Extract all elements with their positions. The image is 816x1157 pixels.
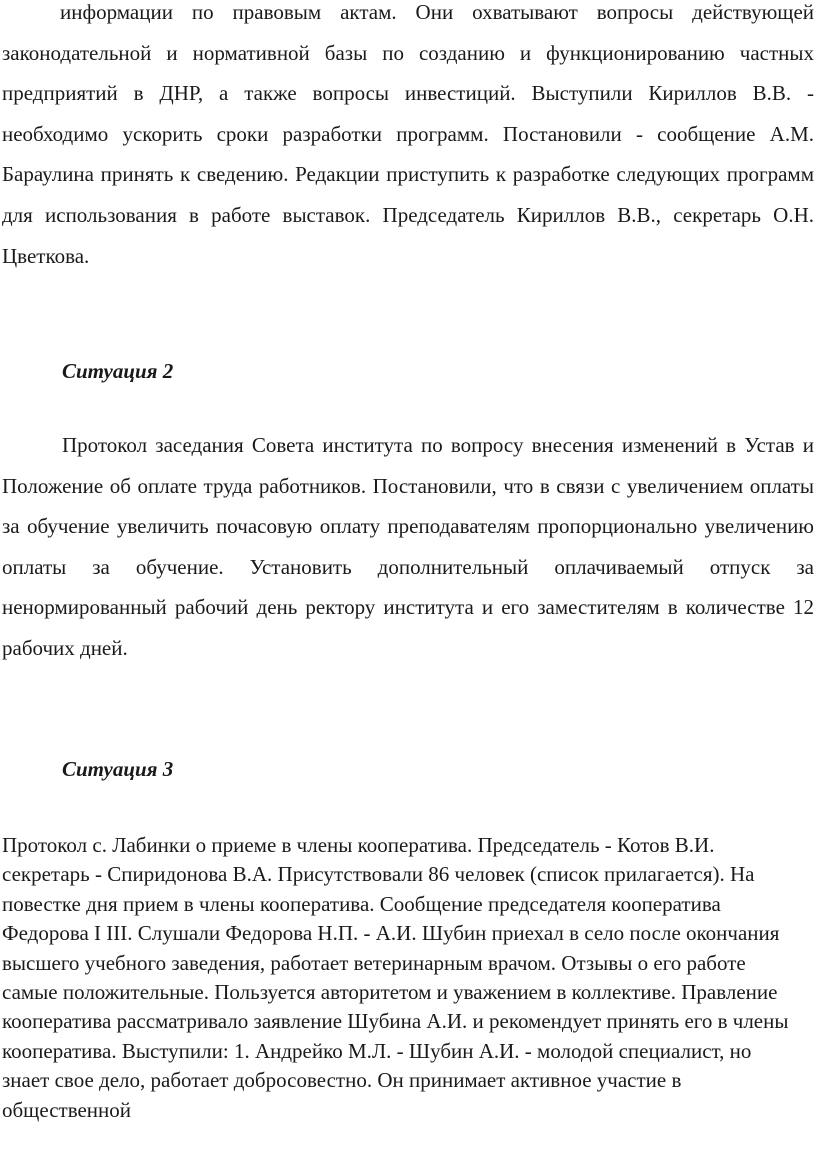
paragraph-situation-2: Протокол заседания Совета института по вопросу внесения изменений в Устав и Положение об оплате труда работников. Постановили, что в связи с увеличением оплаты за обучение увеличить почасовую оплату преподавателям пропорционально увеличению оплаты за обучение. Установить дополнительный оплачиваемый отпуск за ненормированный рабочий день ректору института и его заместителям в количестве 12 рабочих дней. [2,433,814,660]
paragraph-situation-1-continuation: информации по правовым актам. Они охватывают вопросы действующей законодательной и нормативной базы по созданию и функционированию частных предприятий в ДНР, а также вопросы инвестиций. Выступили Кириллов В.В. - необходимо ускорить сроки разработки программ. Постановили - сообщение А.М. Бараулина принять к сведению. Редакции приступить к разработке следующих программ для использования в работе выставок. Председатель Кириллов В.В., секретарь О.Н. Цветкова. [2,0,814,268]
heading-situation-2: Ситуация 2 [62,359,174,383]
paragraph-situation-3: Протокол с. Лабинки о приеме в члены кооператива. Председатель - Котов В.И. секретарь - Спиридонова В.А. Присутствовали 86 человек (список прилагается). На повестке дня прием в члены кооператива. Сообщение председателя кооператива Федорова I III. Слушали Федорова Н.П. - А.И. Шубин приехал в село после окончания высшего учебного заведения, работает ветеринарным врачом. Отзывы о его работе самые положительные. Пользуется авторитетом и уважением в коллективе. Правление кооператива рассматривало заявление Шубина А.И. и рекомендует принять его в члены кооператива. Выступили: 1. Андрейко М.Л. - Шубин А.И. - молодой специалист, но знает свое дело, работает добросовестно. Он принимает активное участие в общественной [2,833,789,1122]
heading-situation-3: Ситуация 3 [62,757,174,781]
